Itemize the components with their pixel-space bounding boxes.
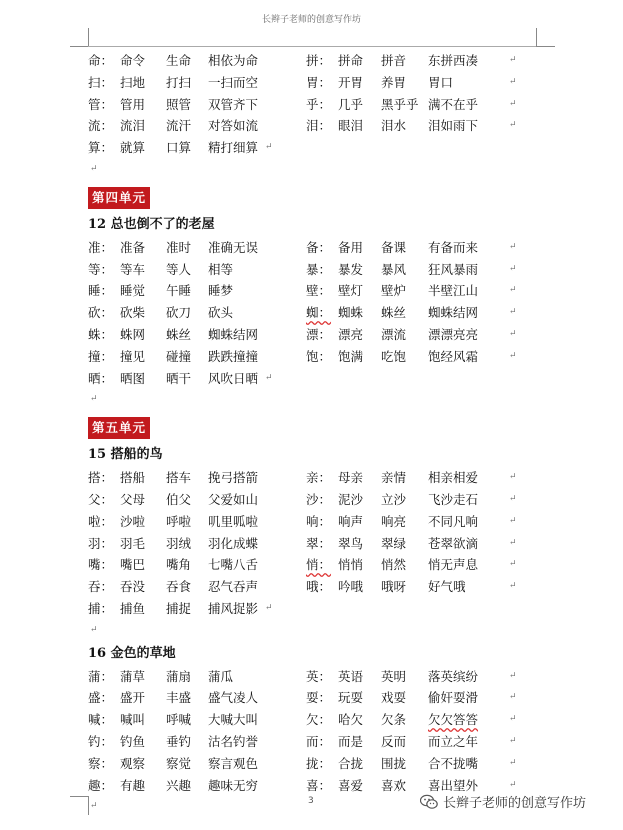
vocab-word: 忍气吞声 — [208, 579, 259, 595]
vocab-row — [88, 687, 528, 709]
vocab-character: 胃： — [306, 74, 332, 90]
vocab-word: 管用 — [120, 96, 146, 112]
vocab-word: 撞见 — [120, 348, 146, 364]
lesson-title: 15 搭船的鸟 — [88, 447, 163, 463]
vocab-row — [88, 368, 528, 390]
vocab-word: 戏耍 — [381, 690, 407, 706]
vocab-word: 呼啦 — [166, 513, 192, 529]
vocab-word: 暴风 — [381, 261, 407, 277]
paragraph-mark: ↵ — [509, 76, 517, 87]
vocab-word: 偷奸耍滑 — [428, 690, 479, 706]
vocab-character: 蜘： — [306, 305, 332, 321]
vocab-word: 嘴巴 — [120, 557, 146, 573]
vocab-character: 父： — [88, 491, 114, 507]
vocab-character: 捕： — [88, 600, 114, 616]
vocab-word: 翠鸟 — [338, 535, 364, 551]
vocab-word: 羽绒 — [166, 535, 192, 551]
paragraph-mark: ↵ — [90, 394, 98, 405]
vocab-word: 等人 — [166, 261, 192, 277]
vocab-word: 命令 — [120, 53, 146, 68]
vocab-row — [88, 94, 528, 116]
vocab-word: 悄然 — [381, 557, 407, 573]
vocab-word: 英语 — [338, 668, 364, 684]
vocab-word: 扫地 — [120, 74, 146, 90]
vocab-word: 漂流 — [381, 326, 407, 342]
vocab-word: 蛛网 — [120, 326, 146, 342]
vocab-row — [88, 280, 528, 302]
vocab-word: 沙啦 — [120, 513, 146, 529]
paragraph-mark: ↵ — [509, 120, 517, 131]
vocab-word: 晒图 — [120, 370, 146, 386]
vocab-row — [88, 324, 528, 346]
vocab-word: 喜欢 — [381, 777, 407, 793]
vocab-row — [88, 576, 528, 598]
vocab-word: 沽名钓誉 — [208, 733, 259, 749]
vocab-word: 而是 — [338, 733, 364, 749]
vocab-word: 晒干 — [166, 370, 192, 386]
vocab-word: 挽弓搭箭 — [208, 470, 259, 486]
vocab-character: 喊： — [88, 712, 114, 728]
vocab-word: 东拼西凑 — [428, 53, 479, 68]
vocab-character: 泪： — [306, 118, 332, 134]
vocab-word: 翠绿 — [381, 535, 407, 551]
vocab-word: 捕鱼 — [120, 600, 146, 616]
vocab-character: 搭： — [88, 470, 114, 486]
unit-heading — [88, 181, 528, 213]
watermark-text: 长辫子老师的创意写作坊 — [443, 796, 587, 811]
vocab-row — [88, 709, 528, 731]
vocab-word: 漂漂亮亮 — [428, 326, 479, 342]
vocab-word: 备课 — [381, 239, 407, 255]
vocab-word: 砍头 — [208, 305, 234, 321]
vocab-word: 嘴角 — [166, 557, 192, 573]
paragraph-mark: ↵ — [509, 515, 517, 526]
vocab-character: 扫： — [88, 74, 114, 90]
vocab-character: 而： — [306, 733, 332, 749]
vocab-word: 准确无误 — [208, 239, 259, 255]
vocab-word: 睡觉 — [120, 283, 146, 299]
paragraph-mark: ↵ — [509, 328, 517, 339]
vocab-word: 准备 — [120, 239, 146, 255]
vocab-character: 耍： — [306, 690, 332, 706]
vocab-word: 一扫而空 — [208, 74, 259, 90]
paragraph-mark: ↵ — [509, 692, 517, 703]
vocab-character: 流： — [88, 118, 114, 134]
paragraph-mark: ↵ — [265, 372, 273, 383]
paragraph-mark: ↵ — [509, 98, 517, 109]
vocab-word: 吟哦 — [338, 579, 364, 595]
vocab-word: 有备而来 — [428, 239, 479, 255]
vocab-word: 半壁江山 — [428, 283, 479, 299]
vocab-word: 泪水 — [381, 118, 407, 134]
vocab-character: 英： — [306, 668, 332, 684]
vocab-word: 响亮 — [381, 513, 407, 529]
crop-mark-top-right — [536, 28, 555, 47]
crop-mark-bottom-left — [70, 796, 89, 815]
vocab-word: 父爱如山 — [208, 491, 259, 507]
vocab-word: 搭船 — [120, 470, 146, 486]
paragraph-mark: ↵ — [509, 537, 517, 548]
paragraph-mark: ↵ — [90, 624, 98, 635]
vocab-row — [88, 137, 528, 159]
vocab-row — [88, 72, 528, 94]
header-title: 长辫子老师的创意写作坊 — [261, 15, 361, 25]
paragraph-mark: ↵ — [509, 285, 517, 296]
unit-badge: 第四单元 — [88, 187, 150, 209]
wechat-icon — [420, 794, 438, 810]
vocab-word: 好气哦 — [428, 579, 466, 595]
vocab-character: 吞： — [88, 579, 114, 595]
vocab-word: 就算 — [120, 140, 146, 156]
vocab-word: 胃口 — [428, 74, 454, 90]
vocab-word: 漂亮 — [338, 326, 364, 342]
vocab-word: 泥沙 — [338, 491, 364, 507]
vocab-word: 蜘蛛 — [338, 305, 364, 321]
vocab-character: 趣： — [88, 777, 114, 793]
vocab-character: 拢： — [306, 755, 332, 771]
vocab-word: 泪如雨下 — [428, 118, 479, 134]
paragraph-mark: ↵ — [509, 670, 517, 681]
vocab-character: 翠： — [306, 535, 332, 551]
vocab-character: 嘴： — [88, 557, 114, 573]
paragraph-mark: ↵ — [509, 581, 517, 592]
vocab-character: 漂： — [306, 326, 332, 342]
vocab-word: 喜爱 — [338, 777, 364, 793]
paragraph-mark: ↵ — [265, 142, 273, 153]
vocab-character: 欠： — [306, 712, 332, 728]
paragraph-mark: ↵ — [509, 472, 517, 483]
paragraph-mark: ↵ — [509, 241, 517, 252]
paragraph-mark: ↵ — [509, 307, 517, 318]
paragraph-mark: ↵ — [90, 801, 98, 812]
paragraph-mark: ↵ — [509, 263, 517, 274]
vocab-word: 趣味无穷 — [208, 777, 259, 793]
vocab-character: 砍： — [88, 305, 114, 321]
vocab-word: 不同凡响 — [428, 513, 479, 529]
vocab-word: 跌跌撞撞 — [208, 348, 259, 364]
vocab-word: 大喊大叫 — [208, 712, 259, 728]
vocab-word: 英明 — [381, 668, 407, 684]
vocab-row — [88, 598, 528, 620]
vocab-word: 壁炉 — [381, 283, 407, 299]
vocab-word: 察言观色 — [208, 755, 259, 771]
vocab-row — [88, 666, 528, 688]
unit-heading — [88, 411, 528, 443]
vocab-row — [88, 237, 528, 259]
vocab-word: 流汗 — [166, 118, 192, 134]
vocab-character: 拼： — [306, 53, 332, 68]
vocab-character: 亲： — [306, 470, 332, 486]
vocab-word: 碰撞 — [166, 348, 192, 364]
vocab-row — [88, 115, 528, 137]
vocab-row — [88, 511, 528, 533]
vocab-row — [88, 346, 528, 368]
vocab-character: 响： — [306, 513, 332, 529]
vocab-character: 壁： — [306, 283, 332, 299]
vocab-character: 暴： — [306, 261, 332, 277]
vocab-character: 蛛： — [88, 326, 114, 342]
vocab-word: 蜘蛛结网 — [428, 305, 479, 321]
vocab-word: 蒲瓜 — [208, 668, 234, 684]
vocab-word: 欠欠答答 — [428, 712, 479, 728]
vocab-word: 苍翠欲滴 — [428, 535, 479, 551]
paragraph-mark: ↵ — [90, 163, 98, 174]
vocab-word: 蒲草 — [120, 668, 146, 684]
header-rule — [88, 46, 536, 47]
vocab-character: 羽： — [88, 535, 114, 551]
vocab-row — [88, 533, 528, 555]
vocab-word: 反而 — [381, 733, 407, 749]
vocab-word: 双管齐下 — [208, 96, 259, 112]
vocab-word: 拼音 — [381, 53, 407, 68]
vocab-character: 察： — [88, 755, 114, 771]
vocab-word: 生命 — [166, 53, 192, 68]
vocab-word: 而立之年 — [428, 733, 479, 749]
vocab-character: 乎： — [306, 96, 332, 112]
lesson-title: 16 金色的草地 — [88, 645, 176, 661]
vocab-character: 悄： — [306, 557, 332, 573]
vocab-word: 七嘴八舌 — [208, 557, 259, 573]
vocab-word: 羽毛 — [120, 535, 146, 551]
vocab-word: 合拢 — [338, 755, 364, 771]
vocab-word: 黑乎乎 — [381, 96, 419, 112]
vocab-word: 砍刀 — [166, 305, 192, 321]
vocab-word: 叽里呱啦 — [208, 513, 259, 529]
vocab-character: 睡： — [88, 283, 114, 299]
paragraph-mark: ↵ — [265, 602, 273, 613]
vocab-word: 合不拢嘴 — [428, 755, 479, 771]
vocab-row — [88, 489, 528, 511]
paragraph-mark: ↵ — [509, 493, 517, 504]
vocab-word: 眼泪 — [338, 118, 364, 134]
paragraph-mark: ↵ — [509, 55, 517, 65]
vocab-character: 哦： — [306, 579, 332, 595]
vocab-word: 准时 — [166, 239, 192, 255]
vocab-character: 钓： — [88, 733, 114, 749]
vocab-word: 钓鱼 — [120, 733, 146, 749]
watermark — [420, 792, 586, 811]
vocab-word: 壁灯 — [338, 283, 364, 299]
vocab-word: 养胃 — [381, 74, 407, 90]
vocab-word: 狂风暴雨 — [428, 261, 479, 277]
vocab-word: 察觉 — [166, 755, 192, 771]
vocab-character: 撞： — [88, 348, 114, 364]
vocab-word: 对答如流 — [208, 118, 259, 134]
vocab-word: 砍柴 — [120, 305, 146, 321]
vocab-word: 睡梦 — [208, 283, 234, 299]
vocab-word: 羽化成蝶 — [208, 535, 259, 551]
vocab-word: 观察 — [120, 755, 146, 771]
page-number: 3 — [308, 796, 314, 806]
lesson-title: 12 总也倒不了的老屋 — [88, 216, 215, 232]
vocab-word: 口算 — [166, 140, 192, 156]
vocab-word: 喜出望外 — [428, 777, 479, 793]
vocab-row — [88, 302, 528, 324]
vocab-word: 母亲 — [338, 470, 364, 486]
vocab-word: 相等 — [208, 261, 234, 277]
vocab-word: 玩耍 — [338, 690, 364, 706]
vocab-word: 兴趣 — [166, 777, 192, 793]
document-body — [88, 50, 528, 818]
vocab-word: 呼喊 — [166, 712, 192, 728]
vocab-character: 啦： — [88, 513, 114, 529]
vocab-word: 悄悄 — [338, 557, 364, 573]
vocab-word: 落英缤纷 — [428, 668, 479, 684]
vocab-row — [88, 50, 528, 72]
vocab-word: 满不在乎 — [428, 96, 479, 112]
vocab-word: 捕风捉影 — [208, 600, 259, 616]
paragraph-mark: ↵ — [509, 559, 517, 570]
vocab-word: 吃饱 — [381, 348, 407, 364]
vocab-word: 打扫 — [166, 74, 192, 90]
vocab-character: 盛： — [88, 690, 114, 706]
vocab-word: 亲情 — [381, 470, 407, 486]
vocab-word: 蛛丝 — [381, 305, 407, 321]
vocab-word: 吞没 — [120, 579, 146, 595]
vocab-word: 垂钓 — [166, 733, 192, 749]
vocab-word: 围拢 — [381, 755, 407, 771]
vocab-character: 喜： — [306, 777, 332, 793]
vocab-word: 哦呀 — [381, 579, 407, 595]
vocab-word: 搭车 — [166, 470, 192, 486]
vocab-row — [88, 731, 528, 753]
vocab-word: 等车 — [120, 261, 146, 277]
vocab-word: 暴发 — [338, 261, 364, 277]
vocab-word: 飞沙走石 — [428, 491, 479, 507]
vocab-word: 风吹日晒 — [208, 370, 259, 386]
vocab-word: 欠条 — [381, 712, 407, 728]
vocab-character: 等： — [88, 261, 114, 277]
vocab-word: 流泪 — [120, 118, 146, 134]
vocab-word: 响声 — [338, 513, 364, 529]
vocab-word: 有趣 — [120, 777, 146, 793]
paragraph-mark: ↵ — [509, 350, 517, 361]
vocab-word: 伯父 — [166, 491, 192, 507]
vocab-word: 备用 — [338, 239, 364, 255]
vocab-word: 午睡 — [166, 283, 192, 299]
vocab-character: 备： — [306, 239, 332, 255]
vocab-word: 悄无声息 — [428, 557, 479, 573]
vocab-character: 管： — [88, 96, 114, 112]
vocab-word: 喊叫 — [120, 712, 146, 728]
vocab-word: 相依为命 — [208, 53, 259, 68]
vocab-word: 蒲扇 — [166, 668, 192, 684]
vocab-word: 饱经风霜 — [428, 348, 479, 364]
vocab-word: 丰盛 — [166, 690, 192, 706]
vocab-word: 捕捉 — [166, 600, 192, 616]
vocab-character: 晒： — [88, 370, 114, 386]
vocab-row — [88, 753, 528, 775]
paragraph-mark: ↵ — [509, 714, 517, 725]
vocab-word: 蜘蛛结网 — [208, 326, 259, 342]
vocab-character: 饱： — [306, 348, 332, 364]
paragraph-mark: ↵ — [509, 779, 517, 790]
vocab-word: 相亲相爱 — [428, 470, 479, 486]
vocab-character: 命： — [88, 53, 114, 68]
vocab-word: 饱满 — [338, 348, 364, 364]
paragraph-mark: ↵ — [509, 735, 517, 746]
vocab-word: 哈欠 — [338, 712, 364, 728]
vocab-word: 父母 — [120, 491, 146, 507]
vocab-character: 沙： — [306, 491, 332, 507]
vocab-row — [88, 259, 528, 281]
vocab-character: 蒲： — [88, 668, 114, 684]
vocab-word: 立沙 — [381, 491, 407, 507]
vocab-word: 吞食 — [166, 579, 192, 595]
paragraph-mark: ↵ — [509, 757, 517, 768]
vocab-word: 精打细算 — [208, 140, 259, 156]
vocab-character: 准： — [88, 239, 114, 255]
vocab-row — [88, 467, 528, 489]
vocab-row — [88, 554, 528, 576]
vocab-character: 算： — [88, 140, 114, 156]
vocab-word: 蛛丝 — [166, 326, 192, 342]
vocab-word: 开胃 — [338, 74, 364, 90]
crop-mark-top-left — [70, 28, 89, 47]
unit-badge: 第五单元 — [88, 417, 150, 439]
vocab-word: 盛开 — [120, 690, 146, 706]
vocab-word: 拼命 — [338, 53, 364, 68]
vocab-word: 几乎 — [338, 96, 364, 112]
vocab-word: 照管 — [166, 96, 192, 112]
vocab-word: 盛气凌人 — [208, 690, 259, 706]
